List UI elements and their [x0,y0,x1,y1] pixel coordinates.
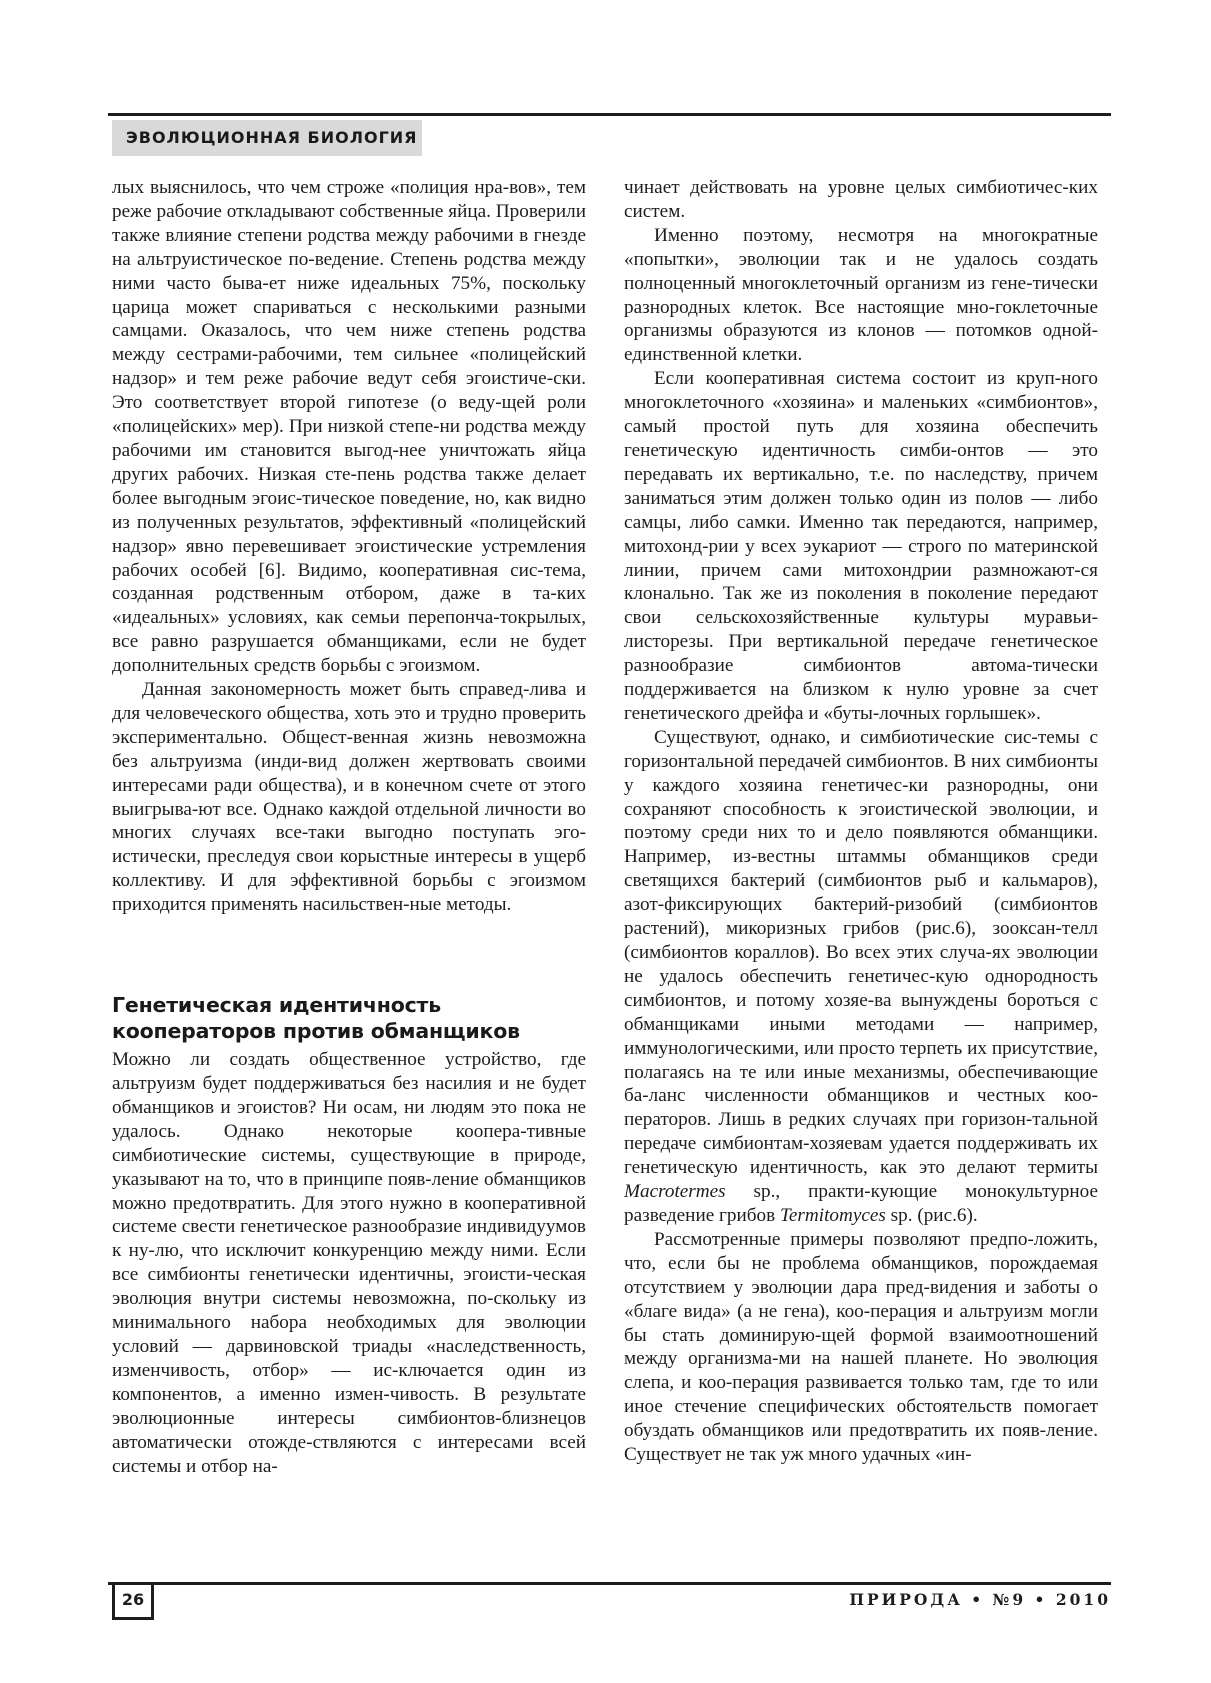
right-paragraph-1: чинает действовать на уровне целых симбиотичес-ких систем. [624,177,1098,222]
paragraph-text: sp. (рис.6). [885,1204,978,1226]
paragraph-text: sp., практи-кующие монокультурное разведение грибов [624,1181,1098,1226]
genus-name: Termitomyces [779,1204,886,1226]
footer-rule [108,1582,1111,1585]
right-paragraph-2: Именно поэтому, несмотря на многократные «попытки», эволюции так и не удалось создать полноценный многоклеточный организм из гене-тически разнородных клеток. Все настоящие мно-гоклеточные организмы образуются из клонов — потомков одной-единственной клетки. [624,224,1098,366]
left-column [112,176,586,1478]
header-rule [108,113,1111,116]
heading-spacer [112,917,586,992]
right-column [624,176,1098,1467]
page-number: 26 [112,1583,154,1620]
right-paragraph-3: Если кооперативная система состоит из круп-ного многоклеточного «хозяина» и маленьких «симбионтов», самый простой путь для хозяина обеспечить генетическую идентичность симби-онтов — это передавать их вертикально, т.е. по наследству, причем заниматься этим должен только один из полов — либо самцы, либо самки. Именно так передаются, например, митохонд-рии у всех эукариот — строго по материнской линии, причем сами митохондрии размножают-ся клонально. Так же из поколения в поколение передают свои сельскохозяйственные культуры муравьи-листорезы. При вертикальной передаче генетическое разнообразие симбионтов автома-тически поддерживается на близком к нулю уровне за счет генетического дрейфа и «буты-лочных горлышек». [624,368,1098,724]
paragraph-text: Существуют, однако, и симбиотические сис-темы с горизонтальной передачей симбионтов. В них симбионты у каждого хозяина генетичес-ки разнородны, они сохраняют способность к эгоистической эволюции, и поэтому среди них то и дело появляются обманщики. Например, из-вестны штаммы обманщиков среди светящихся бактерий (симбионтов рыб и кальмаров), азот-фиксирующих бактерий-ризобий (симбионтов растений), микоризных грибов (рис.6), зооксан-телл (симбионтов кораллов). Во всех этих случа-ях эволюции не удалось обеспечить генетичес-кую однородность симбионтов, и потому хозяе-ва вынуждены бороться с обманщиками иными методами — например, иммунологическими, или просто терпеть их присутствие, полагаясь на те или иные механизмы, обеспечивающие ба-ланс численности обманщиков и честных коо-ператоров. Лишь в редких случаях при горизон-тальной передаче симбионтам-хозяевам удается поддерживать их генетическую идентичность, как это делают термиты [624,726,1098,1179]
left-paragraph-2: Данная закономерность может быть справед-лива и для человеческого общества, хоть это и трудно проверить экспериментально. Общест-венная жизнь невозможна без альтруизма (инди-вид должен жертвовать своими интересами ради общества), и в конечном счете от этого выигрыва-ют все. Однако каждой отдельной личности во многих случаях все-таки выгодно поступать эго-истически, преследуя свои корыстные интересы в ущерб коллективу. И для эффективной борьбы с эгоизмом приходится применять насильствен-ные методы. [112,679,586,916]
section-title: ЭВОЛЮЦИОННАЯ БИОЛОГИЯ [112,120,422,156]
journal-footer: ПРИРОДА • №9 • 2010 [849,1590,1111,1609]
right-paragraph-5: Рассмотренные примеры позволяют предпо-ложить, что, если бы не проблема обманщиков, порождаемая отсутствием у эволюции дара пред-видения и заботы о «благе вида» (а не гена), коо-перация и альтруизм могли бы стать доминирую-щей формой взаимоотношений между организма-ми на нашей планете. Но эволюция слепа, и коо-перация развивается только там, где то или иное стечение специфических обстоятельств помогает обуздать обманщиков или предотвратить их появ-ление. Существует не так уж много удачных «ин- [624,1228,1098,1466]
genus-name: Macrotermes [624,1181,726,1203]
section-heading: Генетическая идентичность кооператоров против обманщиков [112,993,520,1044]
left-paragraph-1: лых выяснилось, что чем строже «полиция нра-вов», тем реже рабочие откладывают собственные яйца. Проверили также влияние степени родства между рабочими в гнезде на альтруистическое по-ведение. Степень родства между ними часто быва-ет ниже идеальных 75%, поскольку царица может спариваться с несколькими разными самцами. Оказалось, что чем ниже степень родства между сестрами-рабочими, тем сильнее «полицейский надзор» и тем реже рабочие ведут себя эгоистиче-ски. Это соответствует второй гипотезе (о веду-щей роли «полицейских» мер). При низкой степе-ни родства между рабочими им становится выгод-нее уничтожать яйца других рабочих. Низкая сте-пень родства также делает более выгодным эгоис-тическое поведение, но, как видно из полученных результатов, эффективный «полицейский надзор» явно перевешивает эгоистические устремления рабочих особей [6]. Видимо, кооперативная сис-тема, созданная родственным отбором, даже в та-ких «идеальных» условиях, как семьи перепонча-токрылых, все равно разрушается обманщиками, если не будет дополнительных средств борьбы с эгоизмом. [112,177,586,677]
left-paragraph-3: Можно ли создать общественное устройство, где альтруизм будет поддерживаться без насилия и не будет обманщиков и эгоистов? Ни осам, ни людям это пока не удалось. Однако некоторые коопера-тивные симбиотические системы, существующие в природе, указывают на то, что в принципе появ-ление обманщиков можно предотвратить. Для этого нужно в кооперативной системе свести генетическое разнообразие индивидуумов к ну-лю, что исключит конкуренцию между ними. Если все симбионты генетически идентичны, эгоисти-ческая эволюция внутри системы невозможна, по-скольку из минимального набора необходимых для эволюции условий — дарвиновской триады «наследственность, изменчивость, отбор» — ис-ключается один из компонентов, а именно измен-чивость. В результате эволюционные интересы симбионтов-близнецов автоматически отожде-ствляются с интересами всей системы и отбор на- [112,1049,586,1477]
right-paragraph-4 [624,726,1098,1228]
